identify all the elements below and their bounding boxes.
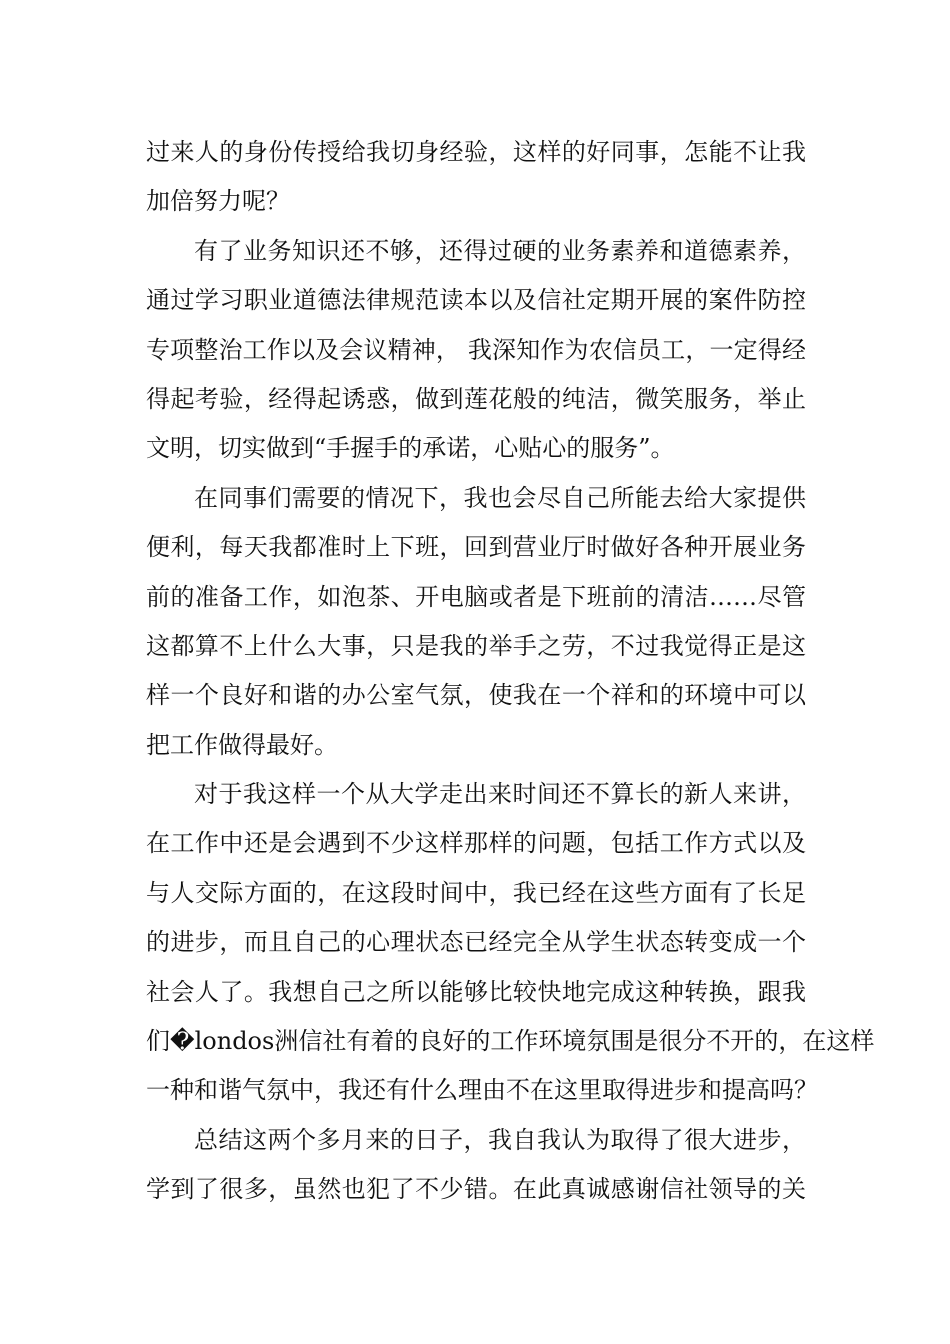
text-line: 把工作做得最好。 [146,730,338,759]
text-line: 学到了很多，虽然也犯了不少错。在此真诚感谢信社领导的关 [146,1175,806,1204]
text-line: 通过学习职业道德法律规范读本以及信社定期开展的案件防控 [146,286,806,315]
text-line: 专项整治工作以及会议精神， 我深知作为农信员工，一定得经 [146,335,806,364]
text-line: 们�londos洲信社有着的良好的工作环境氛围是很分不开的，在这样 [146,1027,875,1056]
text-line: 社会人了。我想自己之所以能够比较快地完成这种转换，跟我 [146,977,806,1006]
text-line: 总结这两个多月来的日子，我自我认为取得了很大进步， [194,1125,806,1154]
text-line: 在同事们需要的情况下，我也会尽自己所能去给大家提供 [194,483,806,512]
text-line: 的进步，而且自己的心理状态已经完全从学生状态转变成一个 [146,928,806,957]
text-line: 文明，切实做到“手握手的承诺，心贴心的服务”。 [146,434,675,463]
text-line: 一种和谐气氛中，我还有什么理由不在这里取得进步和提高吗？ [146,1076,818,1105]
text-line: 便利，每天我都准时上下班，回到营业厅时做好各种开展业务 [146,533,806,562]
body-text [146,128,875,1215]
text-line: 这都算不上什么大事，只是我的举手之劳，不过我觉得正是这 [146,631,806,660]
text-line: 得起考验，经得起诱惑，做到莲花般的纯洁，微笑服务，举止 [146,384,806,413]
text-line: 加倍努力呢？ [146,187,290,216]
text-line: 过来人的身份传授给我切身经验，这样的好同事，怎能不让我 [146,138,806,166]
text-line: 与人交际方面的，在这段时间中，我已经在这些方面有了长足 [146,878,806,907]
text-line: 在工作中还是会遇到不少这样那样的问题，包括工作方式以及 [146,829,806,858]
text-line: 对于我这样一个从大学走出来时间还不算长的新人来讲， [194,780,806,809]
text-line: 样一个良好和谐的办公室气氛，使我在一个祥和的环境中可以 [146,681,806,710]
text-line: 有了业务知识还不够，还得过硬的业务素养和道德素养， [194,236,806,265]
text-line: 前的准备工作，如泡茶、开电脑或者是下班前的清洁……尽管 [146,582,806,611]
